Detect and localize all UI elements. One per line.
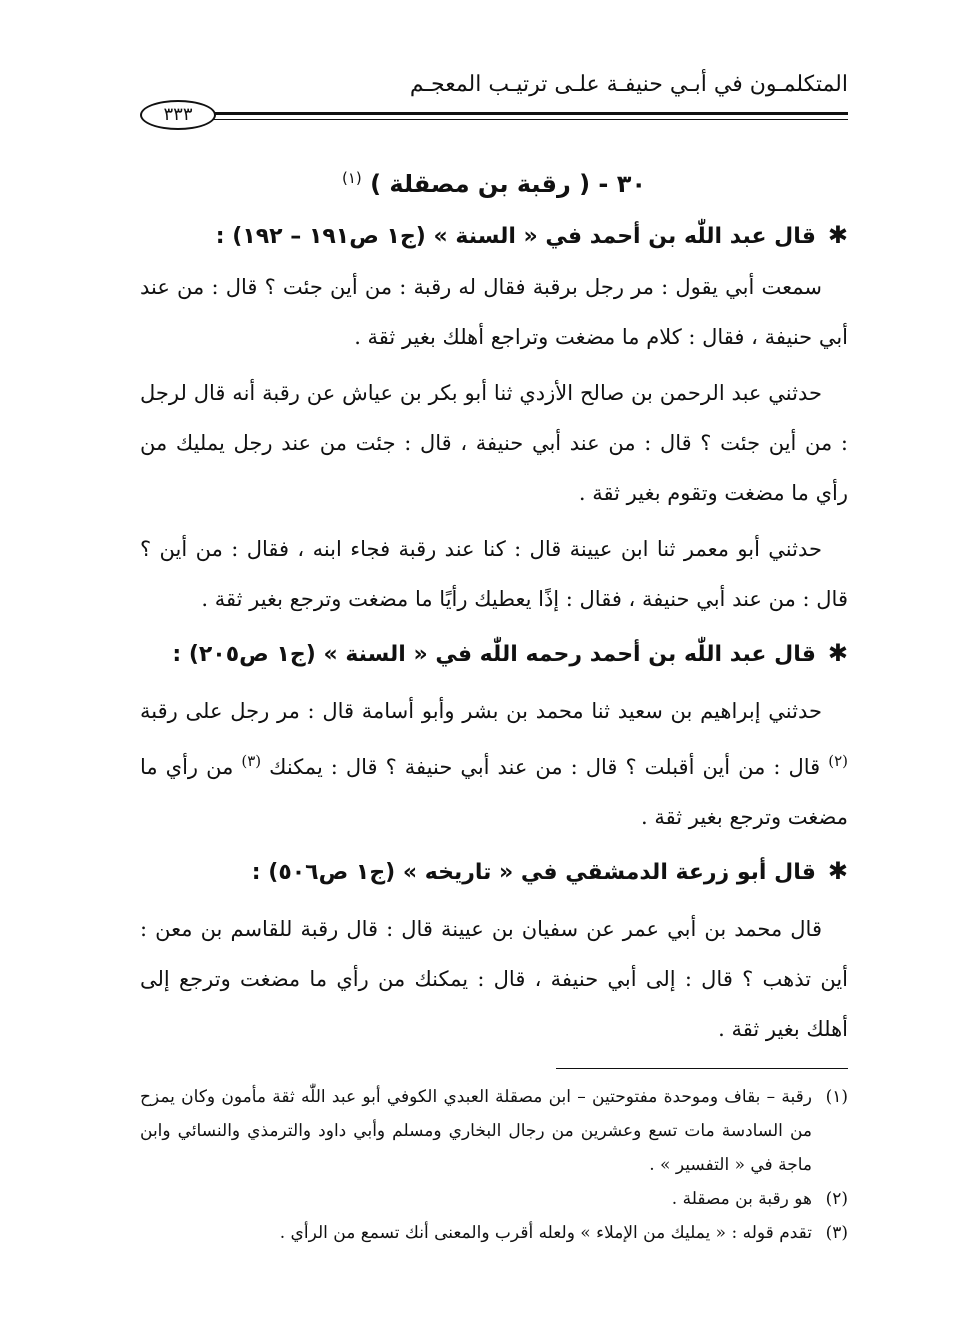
footnote-ref-3: (٣)	[241, 752, 262, 770]
footnote-number: (١)	[825, 1087, 848, 1107]
running-header: المتكلمـون في أبـي حنيفـة علـى ترتيـب المعجـم	[409, 72, 848, 97]
footnote-number: (٢)	[825, 1189, 848, 1209]
page-number: ٣٣٣	[140, 100, 216, 130]
paragraph: حدثني أبو معمر ثنا ابن عيينة قال : كنا عند رقبة فجاء ابنه ، فقال : من أين ؟ قال : من عند أبي حنيفة ، فقال : إذًا يعطيك رأيًا ما مضغت وترجع بغير ثقة .	[140, 537, 848, 611]
footnote-ref-1: (١)	[341, 169, 362, 187]
footnote-number: (٣)	[825, 1223, 848, 1243]
footnote-ref-2: (٢)	[828, 752, 848, 770]
source-heading-3: ✱قال أبو زرعة الدمشقي في « تاريخه » (ج١ ص٥٠٦) :	[251, 857, 848, 885]
footnote-separator	[556, 1068, 848, 1069]
paragraph: قال محمد بن أبي عمر عن سفيان بن عيينة قال : قال رقبة للقاسم بن معن : أين تذهب ؟ قال : إلى أبي حنيفة ، قال : يمكنك من رأي ما مضغت وترجع إلى أهلك بغير ثقة .	[140, 917, 848, 1041]
footnote-2	[140, 1182, 848, 1216]
footnote-3	[140, 1216, 848, 1250]
source-heading-1: ✱قال عبد اللّٰه بن أحمد في « السنة » (ج١ ص١٩١ – ١٩٢) :	[215, 221, 848, 249]
paragraph: سمعت أبي يقول : مر رجل برقبة فقال له رقبة : من أين جئت ؟ قال : من عند أبي حنيفة ، فقال : كلام ما مضغت وتراجع أهلك بغير ثقة .	[140, 275, 848, 349]
header-rule-thin	[160, 119, 848, 120]
paragraph: حدثني عبد الرحمن بن صالح الأزدي ثنا أبو بكر بن عياش عن رقبة أنه قال لرجل : من أين جئت ؟ قال : من عند أبي حنيفة ، قال : جئت من عند رجل يمليك من رأي ما مضغت وتقوم بغير ثقة .	[140, 381, 848, 505]
footnotes	[140, 1080, 848, 1250]
main-text	[140, 158, 848, 1058]
footnote-text: رقبة – بقاف وموحدة مفتوحتين – ابن مصقلة العبدي الكوفي أبو عبد اللّٰه ثقة مأمون وكان يمزح من السادسة مات تسع وعشرين من رجال البخاري ومسلم وأبي داود والترمذي والنسائي وابن ماجة في « التفسير » .	[140, 1087, 812, 1175]
star-icon: ✱	[827, 857, 848, 885]
entry-title	[140, 158, 848, 204]
footnote-text: هو رقبة بن مصقلة .	[671, 1189, 812, 1209]
footnote-text: تقدم قوله : « يمليك من الإملاء » ولعله أقرب والمعنى أنك تسمع من الرأي .	[279, 1223, 812, 1243]
paragraph: حدثني إبراهيم بن سعيد ثنا محمد بن بشر وأبو أسامة قال : مر رجل على رقبة $^{(٢)}$ قال : من أين أقبلت ؟ قال : من عند أبي حنيفة ؟ قال : يمكنك $^{(٣)}$ من رأي ما مضغت وترجع بغير ثقة .	[140, 699, 848, 829]
star-icon: ✱	[827, 221, 848, 249]
header-rule-thick	[160, 112, 848, 115]
star-icon: ✱	[827, 639, 848, 667]
entry-title-text: ٣٠ - ( رقبة بن مصقلة )	[370, 170, 647, 198]
source-heading-2: ✱قال عبد اللّٰه بن أحمد رحمه اللّٰه في « السنة » (ج١ ص٢٠٥) :	[172, 639, 848, 667]
footnote-1	[140, 1080, 848, 1182]
